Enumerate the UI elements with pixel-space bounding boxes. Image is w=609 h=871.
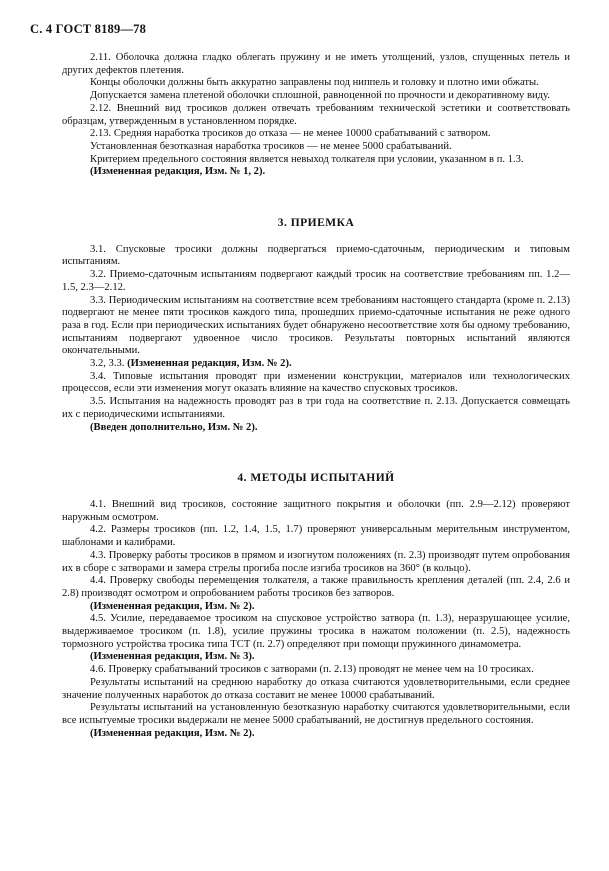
para-4-3: 4.3. Проверку работы тросиков в прямом и изогнутом положениях (п. 2.3) производят путем опробования их в сборе с затворами и замера стрелы прогиба после изгиба тросиков на 360° (в кольцо). [62,549,570,574]
para-2-13-criterion: Критерием предельного состояния является невыход толкателя при условии, указанном в п. 1.3. [90,153,524,165]
section-title-test-methods: 4. МЕТОДЫ ИСПЫТАНИЙ [237,472,395,485]
amendment-note: (Измененная редакция, Изм. № 2). [90,727,255,739]
amendment-note: (Измененная редакция, Изм. № 3). [90,651,255,663]
page-content [62,52,570,740]
para-3-4: 3.4. Типовые испытания проводят при изменении конструкции, материалов или технологических процессов, если эти изменения могут оказать влияние на качество спусковых тросиков. [62,370,570,395]
para-4-1: 4.1. Внешний вид тросиков, состояние защитного покрытия и оболочки (пп. 2.9—2.12) проверяют наружным осмотром. [62,498,570,523]
para-2-13-failfree: Установленная безотказная наработка тросиков — не менее 5000 срабатываний. [90,140,452,152]
para-2-11-replacement: Допускается замена плетеной оболочки сплошной, равноценной по прочности и декоративному виду. [90,90,550,102]
para-4-6-failfree: Результаты испытаний на установленную безотказную наработку считаются удовлетворительными, если все испытуемые тросики выдержали не менее 5000 срабатываний, не достигнув предельного состояния. [62,702,570,726]
para-4-5: 4.5. Усилие, передаваемое тросиком на спусковое устройство затвора (п. 1.3), неразрушающее усилие, выдерживаемое тросиком (п. 1.8), усилие пружины тросика в нажатом положении (п. 2.5), надежность тормозного устройства тросика типа ТСТ (п. 2.7) определяют при помощи пружинного динамометра. [62,613,570,650]
para-3-3: 3.3. Периодическим испытаниям на соответствие всем требованиям настоящего стандарта (кроме п. 2.13) подвергают не менее пяти тросиков каждого типа, прошедших приемо-сдаточные испытания не реже одного раза в год. Если при периодических испытаниях будет обнаружено несоответствие хотя бы одному требованию, испытаниям подвергают удвоенное число тросиков. Результаты повторных испытаний являются окончательными. [62,294,570,357]
para-2-13: 2.13. Средняя наработка тросиков до отказа — не менее 10000 срабатываний с затвором. [90,128,491,140]
para-2-11: 2.11. Оболочка должна гладко облегать пружину и не иметь утолщений, узлов, спущенных петель и других дефектов плетения. [62,52,570,76]
section-title-acceptance: 3. ПРИЕМКА [277,217,355,230]
amendment-note: (Введен дополнительно, Изм. № 2). [90,421,258,433]
amendment-clauses: 3.2, 3.3. [90,358,125,370]
para-4-2: 4.2. Размеры тросиков (пп. 1.2, 1.4, 1.5, 1.7) проверяют универсальным мерительным инструментом, шаблонами и калибрами. [62,524,570,549]
para-2-11-ends: Концы оболочки должны быть аккуратно заправлены под ниппель и головку и плотно ими обжаты. [90,77,539,89]
para-3-1: 3.1. Спусковые тросики должны подвергаться приемо-сдаточным, периодическим и типовым испытаниям. [62,243,570,268]
para-2-12: 2.12. Внешний вид тросиков должен отвечать требованиям технической эстетики и соответствовать образцам, утвержденным в установленном порядке. [62,102,570,127]
running-head: С. 4 ГОСТ 8189—78 [30,22,147,36]
amendment-text: (Измененная редакция, Изм. № 2). [127,358,292,370]
amendment-note [62,358,570,371]
amendment-note: (Измененная редакция, Изм. № 2). [90,600,255,612]
para-4-6: 4.6. Проверку срабатываний тросиков с затворами (п. 2.13) проводят не менее чем на 10 тросиках. [90,664,534,676]
para-3-5: 3.5. Испытания на надежность проводят раз в три года на соответствие п. 2.13. Допускается совмещать их с периодическими испытаниями. [62,396,570,420]
amendment-note: (Измененная редакция, Изм. № 1, 2). [90,166,266,178]
para-3-2: 3.2. Приемо-сдаточным испытаниям подвергают каждый тросик на соответствие требованиям пп. 1.2—1.5, 2.3—2.12. [62,269,570,293]
para-4-6-mean: Результаты испытаний на среднюю наработку до отказа считаются удовлетворительными, если среднее значение полученных наработок до отказа составит не менее 10000 срабатываний. [62,676,570,701]
para-4-4: 4.4. Проверку свободы перемещения толкателя, а также правильность крепления деталей (пп. 2.4, 2.6 и 2.8) производят осмотром и опробованием работы тросиков без затворов. [62,575,570,599]
